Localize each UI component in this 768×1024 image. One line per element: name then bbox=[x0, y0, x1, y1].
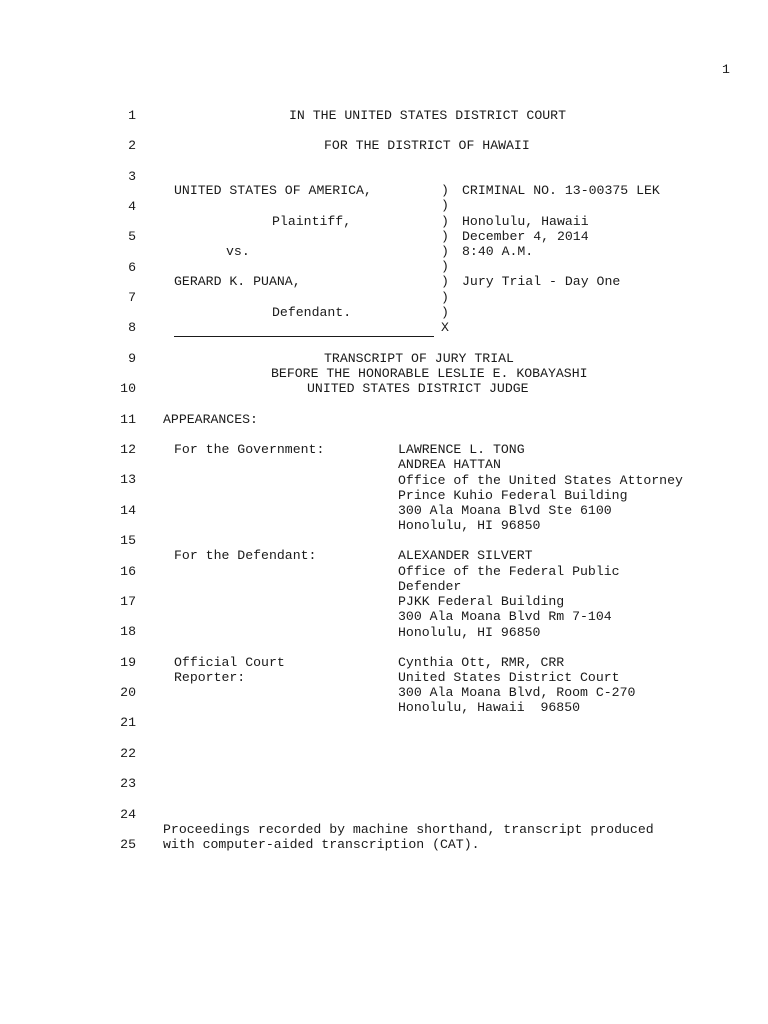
proceeding-type: Jury Trial - Day One bbox=[462, 274, 621, 289]
government-line: LAWRENCE L. TONG bbox=[398, 442, 525, 457]
caption-paren: ) bbox=[441, 183, 449, 198]
government-line: Prince Kuhio Federal Building bbox=[398, 488, 628, 503]
line-number: 5 bbox=[128, 229, 136, 244]
page-number: 1 bbox=[722, 62, 730, 77]
government-line: Office of the United States Attorney bbox=[398, 473, 683, 488]
defendant-counsel-line: Defender bbox=[398, 579, 462, 594]
line-number: 22 bbox=[120, 746, 136, 761]
defendant-role: Defendant. bbox=[272, 305, 352, 320]
caption-paren: ) bbox=[441, 229, 449, 244]
reporter-line: Honolulu, Hawaii 96850 bbox=[398, 700, 581, 715]
reporter-line: United States District Court bbox=[398, 670, 620, 685]
caption-paren: ) bbox=[441, 274, 449, 289]
line-number: 20 bbox=[120, 685, 136, 700]
footer-note: with computer-aided transcription (CAT). bbox=[163, 837, 480, 852]
caption-paren: ) bbox=[441, 259, 449, 274]
government-line: 300 Ala Moana Blvd Ste 6100 bbox=[398, 503, 612, 518]
government-line: ANDREA HATTAN bbox=[398, 457, 501, 472]
defendant-counsel-line: PJKK Federal Building bbox=[398, 594, 565, 609]
defendant-counsel-label: For the Defendant: bbox=[174, 548, 317, 563]
caption-paren: ) bbox=[441, 198, 449, 213]
hearing-date: December 4, 2014 bbox=[462, 229, 589, 244]
government-line: Honolulu, HI 96850 bbox=[398, 518, 541, 533]
reporter-line: Cynthia Ott, RMR, CRR bbox=[398, 655, 565, 670]
line-number: 23 bbox=[120, 776, 136, 791]
caption-rule bbox=[174, 336, 434, 337]
line-number: 7 bbox=[128, 290, 136, 305]
defendant-name: GERARD K. PUANA, bbox=[174, 274, 301, 289]
caption-paren: ) bbox=[441, 305, 449, 320]
line-number: 24 bbox=[120, 807, 136, 822]
line-number: 12 bbox=[120, 442, 136, 457]
line-number: 21 bbox=[120, 715, 136, 730]
line-number: 19 bbox=[120, 655, 136, 670]
reporter-label: Reporter: bbox=[174, 670, 246, 685]
case-number: CRIMINAL NO. 13-00375 LEK bbox=[462, 183, 660, 198]
hearing-location: Honolulu, Hawaii bbox=[462, 214, 589, 229]
line-number: 14 bbox=[120, 503, 136, 518]
reporter-label: Official Court bbox=[174, 655, 285, 670]
line-number: 10 bbox=[120, 381, 136, 396]
defendant-counsel-line: ALEXANDER SILVERT bbox=[398, 548, 533, 563]
line-number: 1 bbox=[128, 108, 136, 123]
line-number: 3 bbox=[128, 169, 136, 184]
caption-paren: ) bbox=[441, 244, 449, 259]
transcript-judge: BEFORE THE HONORABLE LESLIE E. KOBAYASHI bbox=[271, 366, 588, 381]
plaintiff-name: UNITED STATES OF AMERICA, bbox=[174, 183, 372, 198]
hearing-time: 8:40 A.M. bbox=[462, 244, 534, 259]
line-number: 2 bbox=[128, 138, 136, 153]
plaintiff-role: Plaintiff, bbox=[272, 214, 352, 229]
government-label: For the Government: bbox=[174, 442, 325, 457]
defendant-counsel-line: Honolulu, HI 96850 bbox=[398, 625, 541, 640]
line-number: 4 bbox=[128, 199, 136, 214]
line-number: 18 bbox=[120, 624, 136, 639]
transcript-title: TRANSCRIPT OF JURY TRIAL bbox=[324, 351, 514, 366]
court-district: FOR THE DISTRICT OF HAWAII bbox=[324, 138, 530, 153]
appearances-heading: APPEARANCES: bbox=[163, 412, 258, 427]
defendant-counsel-line: 300 Ala Moana Blvd Rm 7-104 bbox=[398, 609, 612, 624]
footer-note: Proceedings recorded by machine shorthand, transcript produced bbox=[163, 822, 654, 837]
line-number: 6 bbox=[128, 260, 136, 275]
line-number: 15 bbox=[120, 533, 136, 548]
caption-paren: ) bbox=[441, 290, 449, 305]
line-number: 16 bbox=[120, 564, 136, 579]
reporter-line: 300 Ala Moana Blvd, Room C-270 bbox=[398, 685, 636, 700]
line-number: 17 bbox=[120, 594, 136, 609]
line-number: 13 bbox=[120, 472, 136, 487]
line-number: 11 bbox=[120, 412, 136, 427]
line-number: 9 bbox=[128, 351, 136, 366]
line-number: 25 bbox=[120, 837, 136, 852]
caption-end-mark: X bbox=[441, 320, 449, 335]
transcript-judge-title: UNITED STATES DISTRICT JUDGE bbox=[307, 381, 529, 396]
defendant-counsel-line: Office of the Federal Public bbox=[398, 564, 620, 579]
line-number: 8 bbox=[128, 320, 136, 335]
versus: vs. bbox=[226, 244, 250, 259]
caption-paren: ) bbox=[441, 214, 449, 229]
court-name: IN THE UNITED STATES DISTRICT COURT bbox=[289, 108, 566, 123]
